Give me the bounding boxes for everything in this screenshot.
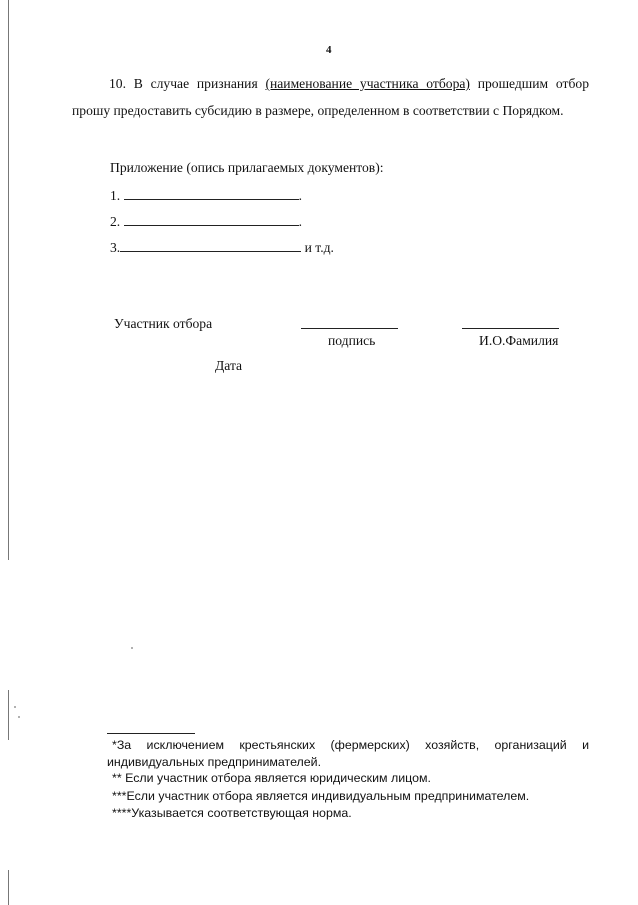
name-caption: И.О.Фамилия [479,333,559,348]
attachments-heading: Приложение (опись прилагаемых документов): [110,160,384,175]
attachment-number: 2. [110,214,124,229]
scan-edge-line [8,690,9,740]
paragraph-prefix: 10. В случае признания [109,76,266,91]
participant-name-placeholder: (наименование участника отбора) [265,76,470,91]
footnote-separator [107,733,195,734]
attachment-blank-line [120,237,301,252]
name-line [462,328,559,329]
scan-speck [18,716,20,718]
page-number: 4 [326,44,332,56]
scan-edge-line [8,870,9,905]
attachment-item [110,237,334,258]
footnote: ****Указывается соответствующая норма. [112,806,352,820]
attachment-end: и т.д. [301,240,334,255]
footnote: ** Если участник отбора является юридическим лицом. [112,771,431,785]
attachment-end: . [298,214,302,229]
attachment-number: 3. [110,240,121,255]
attachment-blank-line [124,211,299,226]
date-label: Дата [215,358,243,373]
attachment-number: 1. [110,188,124,203]
scan-edge-line [8,0,9,560]
paragraph-suffix: прошедшим отбор прошу предоставить субсидию в размере, определенном в соответствии с Порядком. [72,76,589,118]
footnote: ***Если участник отбора является индивидуальным предпринимателем. [112,789,530,803]
attachment-item [110,185,302,206]
attachment-end: . [298,188,302,203]
signature-caption: подпись [328,333,376,348]
scan-speck [14,706,16,708]
attachment-blank-line [124,185,299,200]
footnote: *За исключением крестьянских (фермерских) хозяйств, организаций и индивидуальных предпринимателей. [107,738,589,769]
scan-speck [131,647,133,649]
signature-line [301,328,398,329]
attachment-item [110,211,302,232]
participant-label: Участник отбора [114,316,213,331]
paragraph-10 [72,70,589,124]
